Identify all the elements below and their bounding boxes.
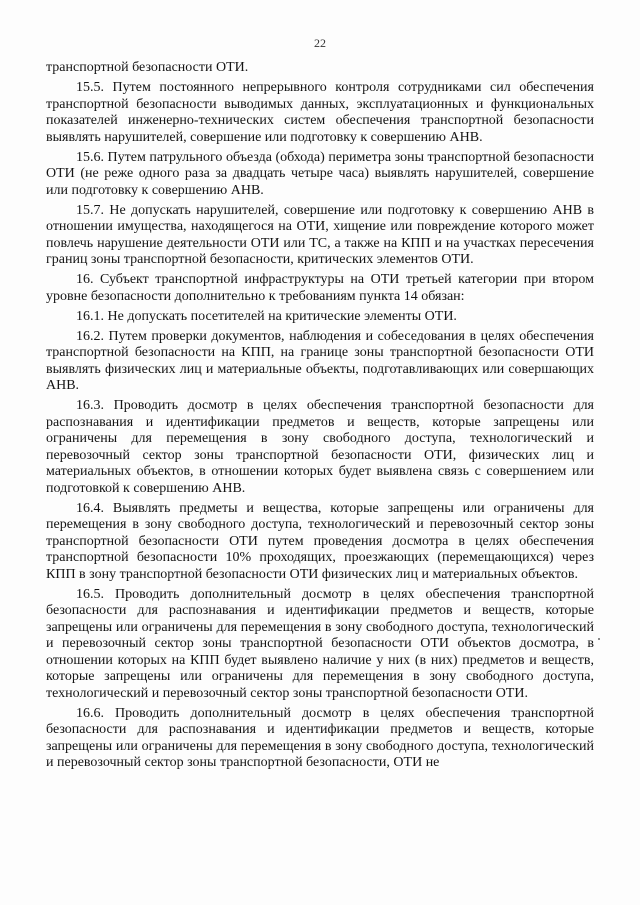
paragraph-15-6: 15.6. Путем патрульного объезда (обхода) периметра зоны транспортной безопасности ОТИ (не реже одного раза за двадцать четыре часа) выявлять нарушителей, совершение или подготовку к совершению АНВ. [46,149,594,198]
paragraph-16-6: 16.6. Проводить дополнительный досмотр в целях обеспечения транспортной безопасности для распознавания и идентификации предметов и веществ, которые запрещены или ограничены для перемещения в зону свободного доступа, технологический и перевозочный сектор зоны транспортной безопасности, ОТИ не [46,705,594,770]
paragraph-16-3: 16.3. Проводить досмотр в целях обеспечения транспортной безопасности для распознавания и идентификации предметов и веществ, которые запрещены или ограничены для перемещения в зону свободного доступа, технологический и перевозочный сектор зоны транспортной безопасности ОТИ, физических лиц и материальных объектов, в отношении которых будет выявлена связь с совершением или подготовкой к совершению АНВ. [46,398,594,496]
paragraph-16-5: 16.5. Проводить дополнительный досмотр в целях обеспечения транспортной безопасности для распознавания и идентификации предметов и веществ, которые запрещены или ограничены для перемещения в зону свободного доступа, технологический и перевозочный сектор зоны транспортной безопасности ОТИ объектов досмотра, в отношении которых на КПП будет выявлено наличие у них (в них) предметов и веществ, которые запрещены или ограничены для перемещения в зону свободного доступа, технологический и перевозочный сектор зоны транспортной безопасности ОТИ. [46,586,594,701]
paragraph-16-2: 16.2. Путем проверки документов, наблюдения и собеседования в целях обеспечения транспортной безопасности на КПП, на границе зоны транспортной безопасности ОТИ выявлять физических лиц и материальные объекты, подготавливающих или совершающих АНВ. [46,328,594,393]
paragraph-continuation: транспортной безопасности ОТИ. [46,60,249,75]
paragraph-16: 16. Субъект транспортной инфраструктуры на ОТИ третьей категории при втором уровне безопасности дополнительно к требованиям пункта 14 обязан: [46,272,594,304]
paragraph-16-1: 16.1. Не допускать посетителей на критические элементы ОТИ. [76,308,457,324]
scan-speck [598,638,600,640]
document-body [46,60,594,775]
paragraph-16-4: 16.4. Выявлять предметы и вещества, которые запрещены или ограничены для перемещения в зону свободного доступа, технологический и перевозочный сектор зоны транспортной безопасности ОТИ путем проведения досмотра в целях обеспечения транспортной безопасности 10% проходящих, проезжающих (перемещающихся) через КПП в зону транспортной безопасности ОТИ физических лиц и материальных объектов. [46,500,594,582]
paragraph-15-5: 15.5. Путем постоянного непрерывного контроля сотрудниками сил обеспечения транспортной безопасности выводимых данных, эксплуатационных и функциональных показателей инженерно-технических систем обеспечения транспортной безопасности выявлять нарушителей, совершение или подготовку к совершению АНВ. [46,80,594,145]
paragraph-15-7: 15.7. Не допускать нарушителей, совершение или подготовку к совершению АНВ в отношении имущества, находящегося на ОТИ, хищение или повреждение которого может повлечь нарушение деятельности ОТИ или ТС, а также на КПП и на участках пересечения границ зоны транспортной безопасности, критических элементов ОТИ. [46,202,594,267]
page-number: 22 [314,36,326,50]
